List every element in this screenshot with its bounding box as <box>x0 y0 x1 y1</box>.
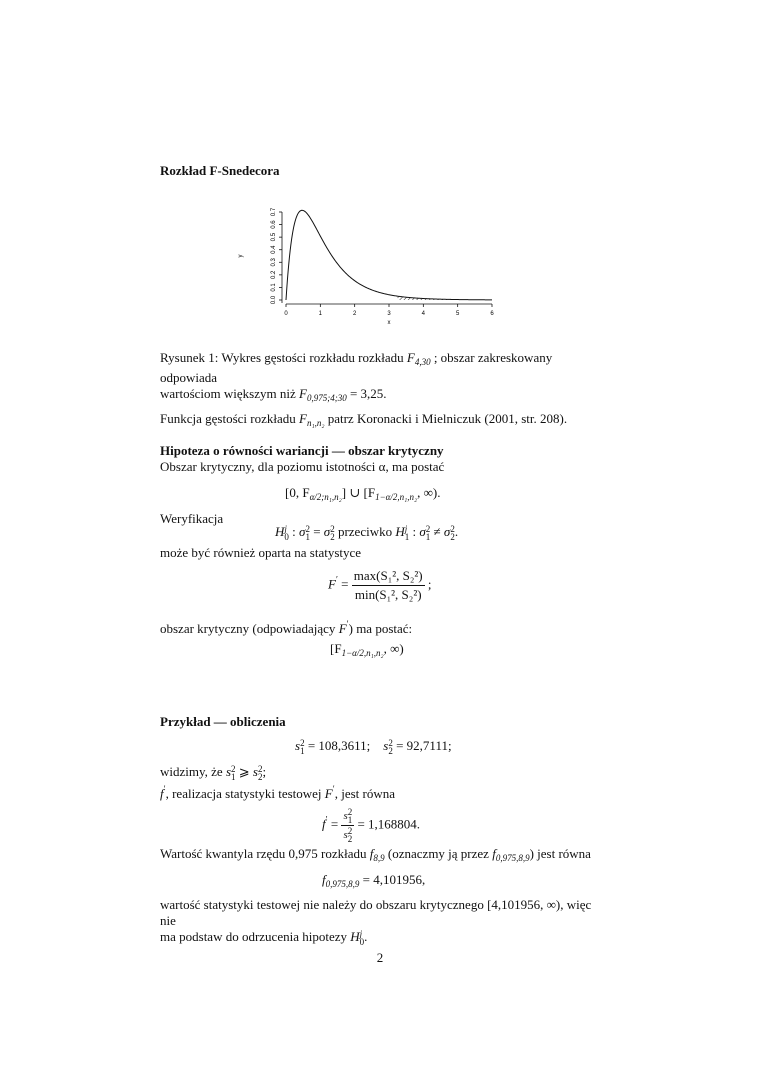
y-tick-label: 0.5 <box>271 232 277 242</box>
variance-values: s 2 1 = 108,3611; s 2 2 = 92,7111; <box>295 738 452 756</box>
y-tick-label: 0.6 <box>271 220 277 229</box>
quantile-value: $f_{0,975,8,9} = 4,101956$, <box>322 872 426 889</box>
verification-label: Weryfikacja <box>160 511 224 526</box>
y-tick-label: 0.4 <box>271 245 277 254</box>
x-tick-label: 1 <box>318 311 323 317</box>
caption-text-2: ; obszar zakreskowany odpowiada <box>160 350 553 385</box>
y-tick-label: 0.2 <box>271 270 277 280</box>
chart-axes <box>282 212 492 304</box>
page-title: Rozkład F-Snedecora <box>160 163 280 178</box>
x-tick-label: 5 <box>455 311 460 317</box>
caption-f-subscript-2: 0,975;4;30 <box>306 393 347 403</box>
y-axis-label: y <box>238 254 244 258</box>
density-chart <box>232 200 512 330</box>
x-tick-label: 0 <box>284 311 288 317</box>
x-tick-label: 4 <box>421 311 426 317</box>
y-axis-ticks <box>271 207 282 304</box>
realization-text: f′, realizacja statystyki testowej F′, jest równa <box>160 784 396 801</box>
critical-region-formula: [0, $F_{\alpha/2;n_1,n_2}$] ∪ [$F_{1-\alpha/2,n_1,n_2}$, ∞). <box>285 485 441 502</box>
section-heading-hypothesis: Hipoteza o równości wariancji — obszar krytyczny <box>160 443 444 458</box>
page-number: 2 <box>376 950 384 965</box>
hypothesis-formula: H j 0 : σ 2 1 = σ 2 2 przeciwko H j 1 : σ 2 1 ≠ σ 2 2 . <box>275 524 459 542</box>
x-axis-label: x <box>387 320 391 326</box>
x-axis-ticks <box>284 304 494 317</box>
x-tick-label: 2 <box>352 311 357 317</box>
y-tick-label: 0.3 <box>271 258 277 267</box>
figure-caption: Rysunek 1: Wykres gęstości rozkładu rozkładu $F_{4,30}$ ; obszar zakreskowany odpowiada wartościom większym niż $F_{0,975;4;30} = 3,25$. <box>160 350 553 403</box>
statistic-formula: F′ = $\frac{\text{max(S₁², S₂²)}}{\text{min(S₁², S₂²)}}$ ; <box>328 568 432 602</box>
y-tick-label: 0.0 <box>271 295 277 305</box>
density-reference: Funkcja gęstości rozkładu $F_{n_1,n_2}$ patrz Koronacki i Mielniczuk (2001, str. 208). <box>160 411 568 428</box>
f-value-formula: f′ = s 2 1 s 2 2 = 1,168804. <box>322 807 421 844</box>
caption-text: Wykres gęstości rozkładu rozkładu <box>221 350 404 365</box>
y-tick-label: 0.1 <box>271 283 277 292</box>
critical-intro: Obszar krytyczny, dla poziomu istotności α, ma postać <box>160 459 445 474</box>
critical-label: obszar krytyczny (odpowiadający F′) ma postać: <box>160 619 413 636</box>
section-heading-example: Przykład — obliczenia <box>160 714 286 729</box>
quantile-text: Wartość kwantyla rzędu 0,975 rozkładu $f_{8,9}$ (oznaczmy ją przez $f_{0,975,8,9}$) jest równa <box>160 846 591 863</box>
x-tick-label: 3 <box>387 311 391 317</box>
caption-value: = 3,25. <box>349 386 387 401</box>
variance-comparison: widzimy, że s 2 1 ⩾ s 2 2 ; <box>160 764 267 782</box>
critical-region-2: [$F_{1-\alpha/2,n_1,n_2}$, ∞) <box>330 641 404 658</box>
y-tick-label: 0.7 <box>271 207 277 217</box>
caption-text-3: wartościom większym niż <box>160 386 296 401</box>
caption-label: Rysunek 1: <box>160 350 219 365</box>
density-curve <box>286 210 492 300</box>
statistic-intro: może być również oparta na statystyce <box>160 545 362 560</box>
conclusion-text: wartość statystyki testowej nie należy do obszaru krytycznego [4,101956, ∞), więc nie ma podstaw do odrzucenia hipotezy H j 0 . <box>160 897 592 947</box>
x-tick-label: 6 <box>490 311 494 317</box>
caption-f-subscript: 4,30 <box>414 357 431 367</box>
